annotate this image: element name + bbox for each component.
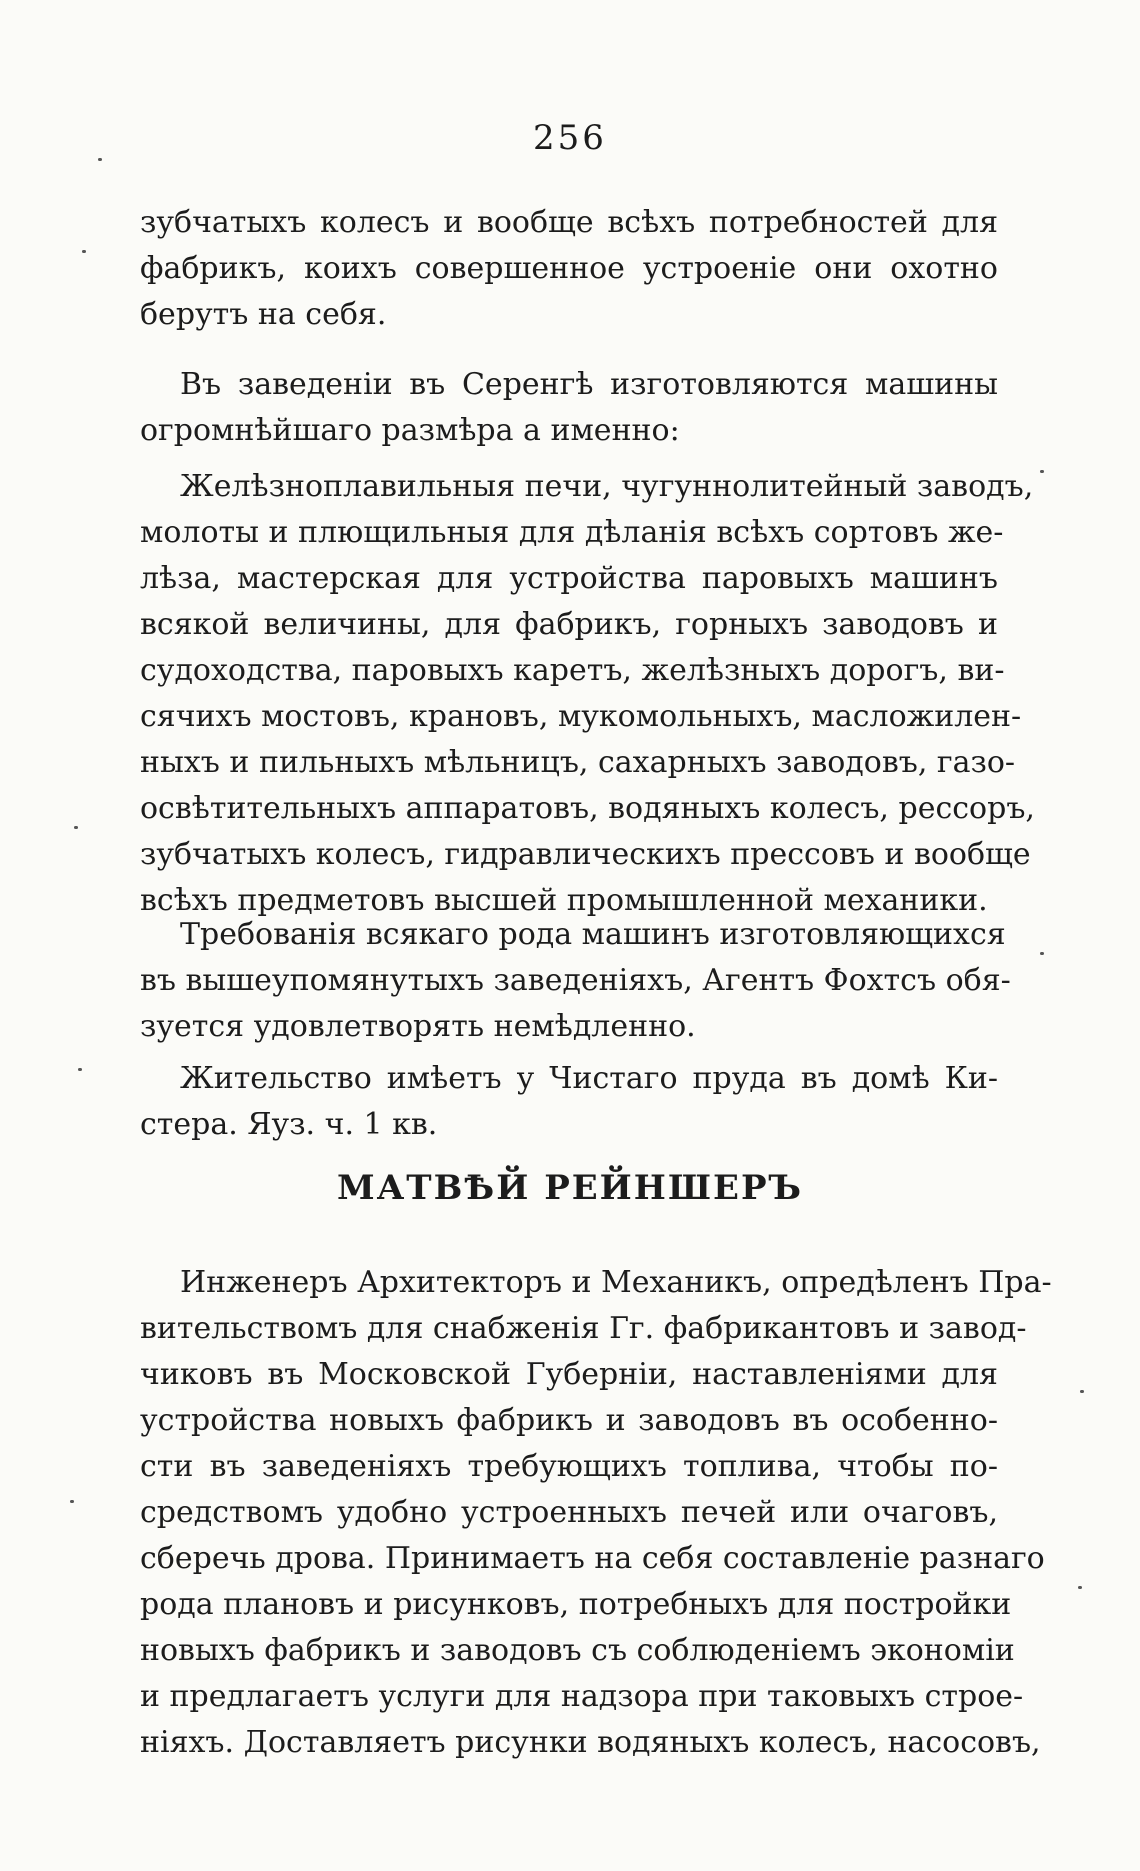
scan-speck	[1040, 470, 1044, 473]
text-line: и предлагаетъ услуги для надзора при таковыхъ строе-	[140, 1679, 1024, 1714]
text-line: новыхъ фабрикъ и заводовъ съ соблюденiемъ экономiи	[140, 1633, 1015, 1668]
text-line: всѣхъ предметовъ высшей промышленной механики.	[140, 883, 988, 918]
text-line: Желѣзноплавильныя печи, чугуннолитейный заводъ,	[180, 469, 1034, 504]
scan-speck	[1040, 952, 1044, 955]
text-line: ныхъ и пильныхъ мѣльницъ, сахарныхъ заводовъ, газо-	[140, 745, 1016, 780]
scan-speck	[70, 1500, 74, 1503]
text-line: устройства новыхъ фабрикъ и заводовъ въ особенно-	[140, 1403, 998, 1438]
paragraph-requests	[140, 912, 1011, 1050]
scan-speck	[98, 158, 102, 161]
paragraph-products-list	[140, 464, 1035, 924]
text-line: сячихъ мостовъ, крановъ, мукомольныхъ, масложилен-	[140, 699, 1022, 734]
text-line: стера. Яуз. ч. 1 кв.	[140, 1107, 438, 1142]
text-line: чиковъ въ Московской Губернiи, наставленiями для	[140, 1357, 998, 1392]
text-line: зуется удовлетворять немѣдленно.	[140, 1009, 696, 1044]
text-line: зубчатыхъ колесъ и вообще всѣхъ потребностей для	[140, 205, 998, 240]
text-line: зубчатыхъ колесъ, гидравлическихъ прессовъ и вообще	[140, 837, 1031, 872]
paragraph-factory-intro	[140, 362, 998, 454]
text-line: лѣза, мастерская для устройства паровыхъ машинъ	[140, 561, 998, 596]
text-line: въ вышеупомянутыхъ заведенiяхъ, Агентъ Фохтсъ обя-	[140, 963, 1011, 998]
paragraph-residence	[140, 1056, 998, 1148]
scan-speck	[1080, 1390, 1084, 1393]
text-line: Требованiя всякаго рода машинъ изготовляющихся	[180, 917, 1006, 952]
text-line: вительствомъ для снабженiя Гг. фабрикантовъ и завод-	[140, 1311, 1027, 1346]
scan-speck	[74, 826, 78, 829]
text-line: Инженеръ Архитекторъ и Механикъ, опредѣленъ Пра-	[180, 1265, 1052, 1300]
paragraph-continuation	[140, 200, 998, 338]
scan-speck	[82, 250, 86, 253]
text-line: рода плановъ и рисунковъ, потребныхъ для постройки	[140, 1587, 1012, 1622]
text-line: средствомъ удобно устроенныхъ печей или очаговъ,	[140, 1495, 998, 1530]
text-line: освѣтительныхъ аппаратовъ, водяныхъ колесъ, рессоръ,	[140, 791, 1035, 826]
text-line: всякой величины, для фабрикъ, горныхъ заводовъ и	[140, 607, 998, 642]
section-heading: МАТВѢЙ РЕЙНШЕРЪ	[336, 1168, 804, 1208]
text-line: нiяхъ. Доставляетъ рисунки водяныхъ колесъ, насосовъ,	[140, 1725, 1041, 1760]
text-line: огромнѣйшаго размѣра а именно:	[140, 413, 680, 448]
text-line: судоходства, паровыхъ каретъ, желѣзныхъ дорогъ, ви-	[140, 653, 1005, 688]
scan-speck	[1078, 1586, 1082, 1589]
text-line: берутъ на себя.	[140, 297, 387, 332]
text-line: сберечь дрова. Принимаетъ на себя составленiе разнаго	[140, 1541, 1045, 1576]
scan-speck	[78, 1068, 82, 1071]
text-line: сти въ заведенiяхъ требующихъ топлива, чтобы по-	[140, 1449, 998, 1484]
paragraph-engineer	[140, 1260, 1052, 1766]
text-line: фабрикъ, коихъ совершенное устроенiе они охотно	[140, 251, 998, 286]
text-line: молоты и плющильныя для дѣланiя всѣхъ сортовъ же-	[140, 515, 1004, 550]
text-line: Въ заведенiи въ Серенгѣ изготовляются машины	[180, 367, 998, 402]
text-line: Жительство имѣетъ у Чистаго пруда въ домѣ Ки-	[180, 1061, 998, 1096]
page-number: 256	[533, 118, 607, 158]
